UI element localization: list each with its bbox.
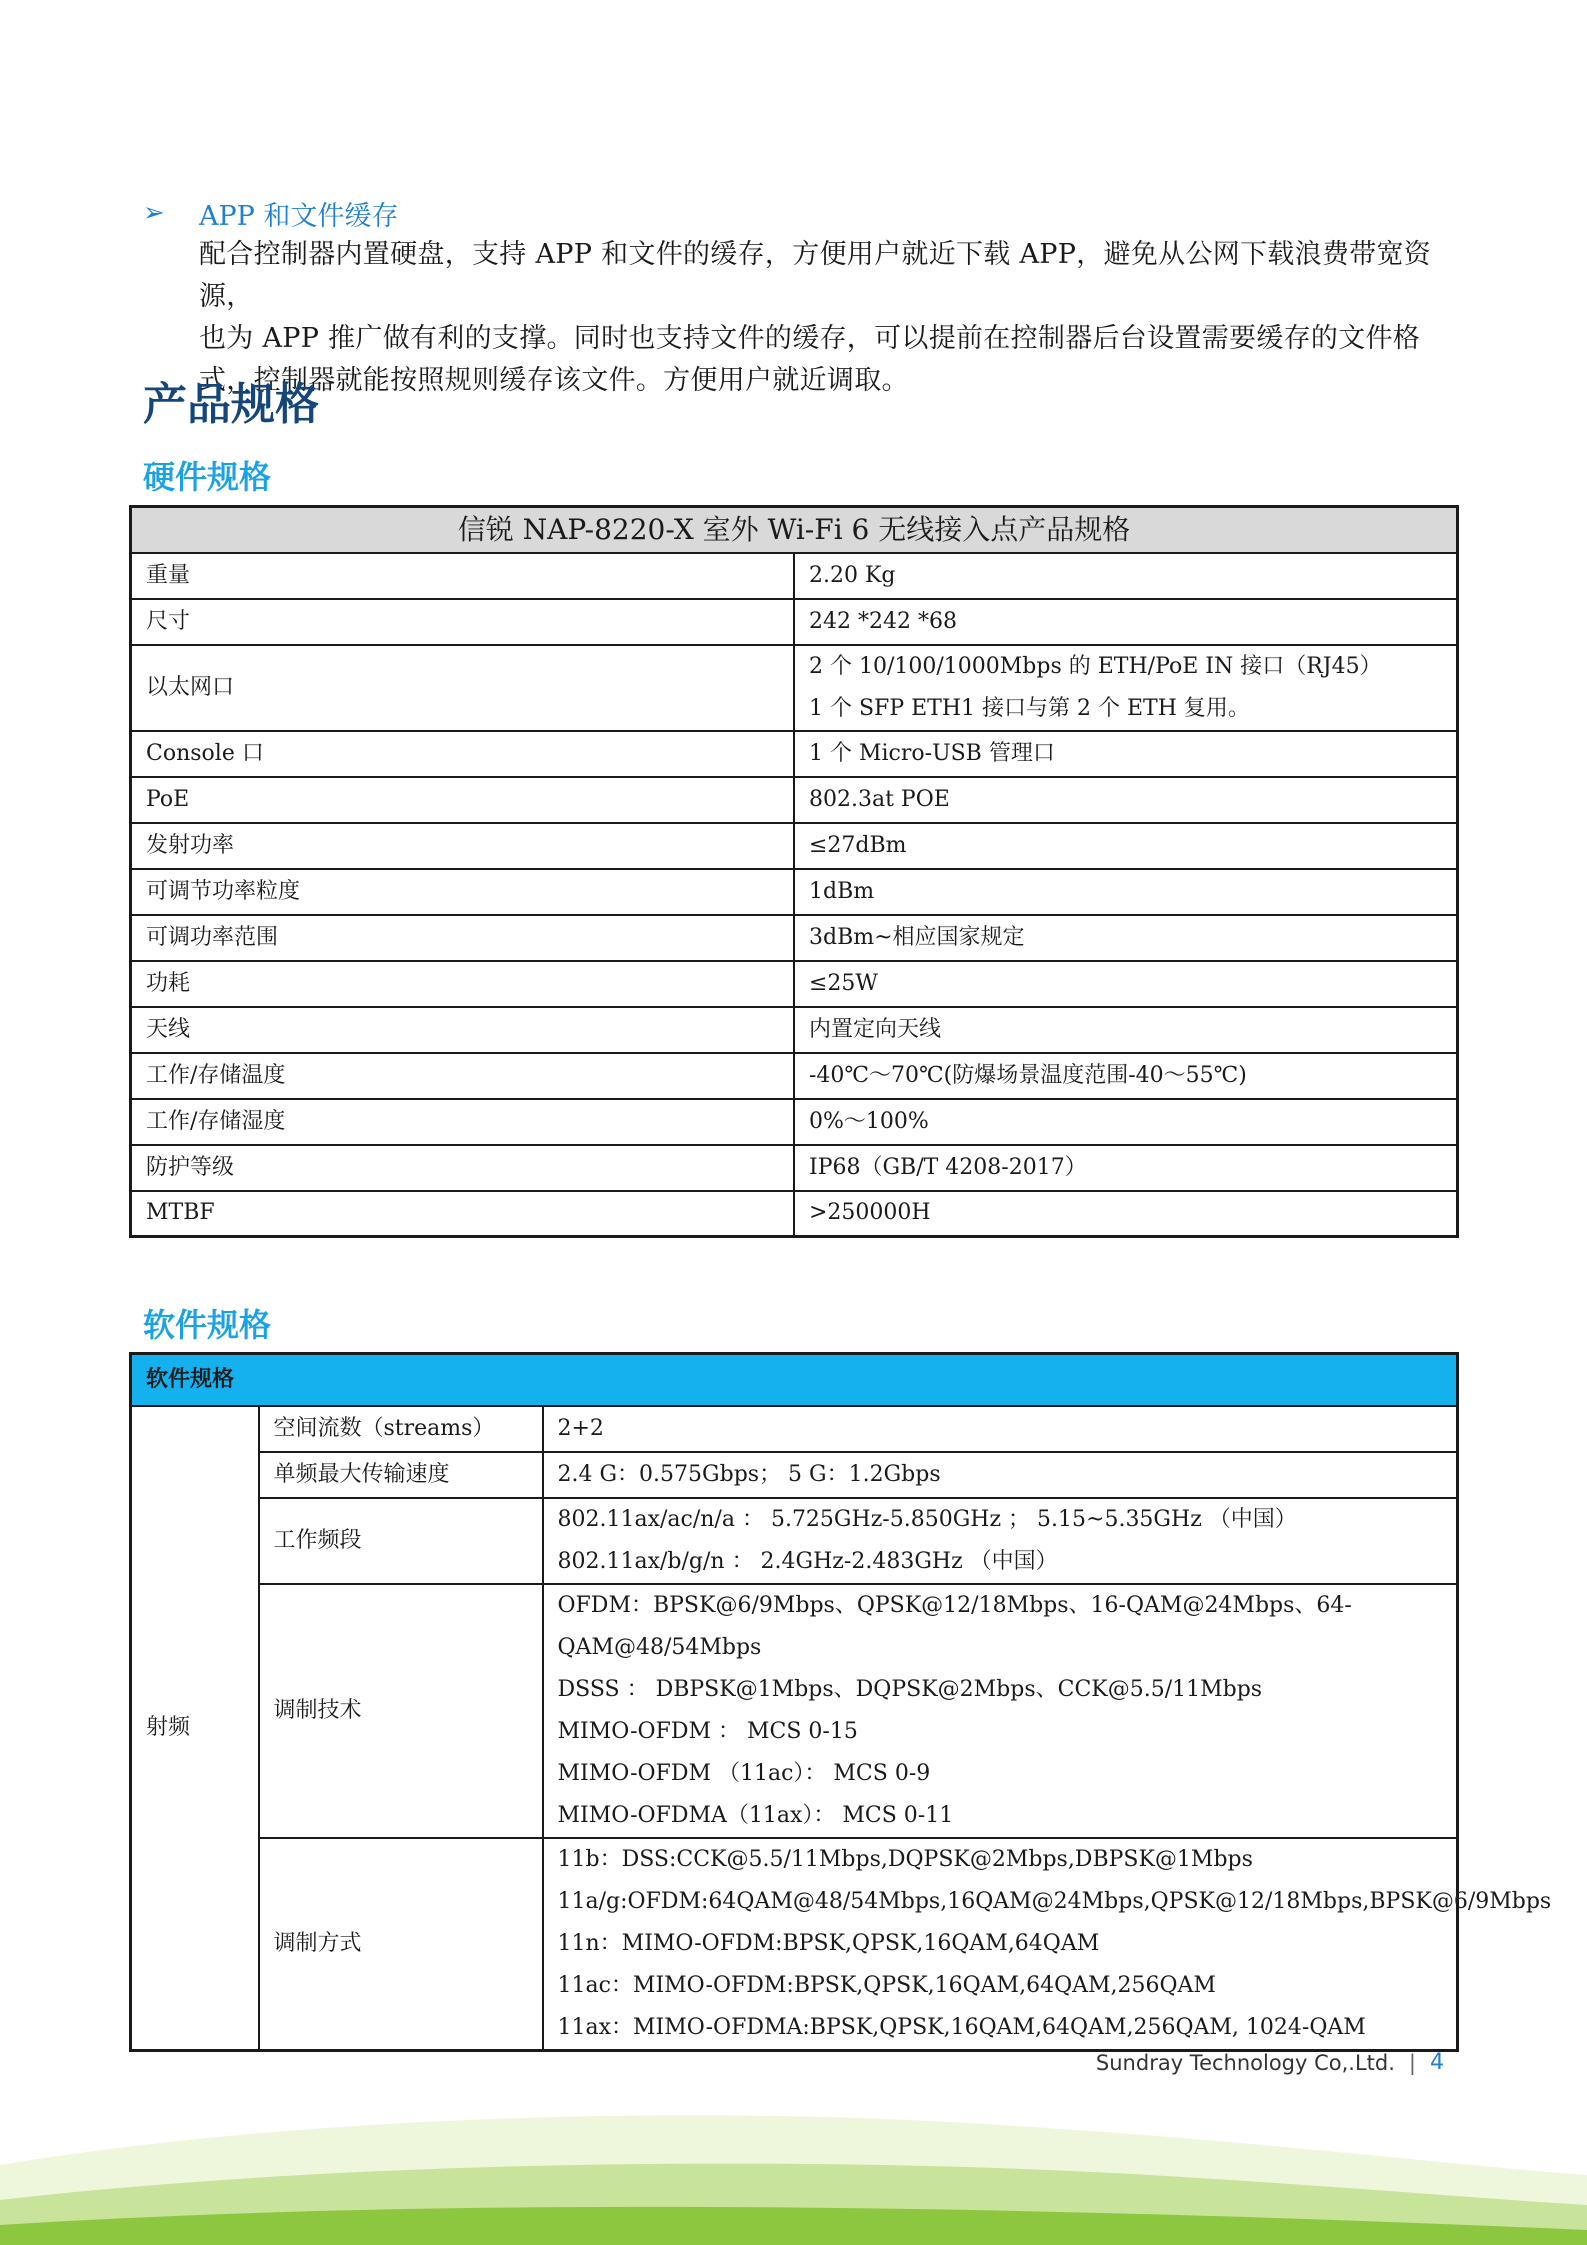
software-spec-table bbox=[129, 1352, 1552, 2052]
bullet-paragraph bbox=[199, 234, 1463, 402]
table-row bbox=[131, 1007, 1458, 1053]
value-line: 1 个 SFP ETH1 接口与第 2 个 ETH 复用。 bbox=[809, 695, 1250, 721]
row-label: 调制方式 bbox=[259, 1838, 543, 2051]
table-row bbox=[131, 961, 1458, 1007]
row-value: 242 *242 *68 bbox=[794, 599, 1458, 645]
table-row bbox=[131, 599, 1458, 645]
table-row bbox=[131, 823, 1458, 869]
row-value: IP68（GB/T 4208-2017） bbox=[794, 1145, 1458, 1191]
table-row bbox=[131, 1053, 1458, 1099]
group-label-rf: 射频 bbox=[131, 1406, 259, 2051]
row-label: 重量 bbox=[131, 553, 795, 599]
footer-separator: | bbox=[1408, 2050, 1416, 2075]
value-line: MIMO-OFDM （11ac）： MCS 0-9 bbox=[557, 1761, 931, 1786]
row-label: PoE bbox=[131, 777, 795, 823]
row-value: >250000H bbox=[794, 1191, 1458, 1237]
row-value bbox=[543, 1584, 1458, 1838]
table-row bbox=[131, 915, 1458, 961]
table-row bbox=[131, 553, 1458, 599]
section-heading-software: 软件规格 bbox=[143, 1306, 272, 1344]
bullet-title: APP 和文件缓存 bbox=[199, 200, 399, 232]
value-line: MIMO-OFDM ： MCS 0-15 bbox=[557, 1719, 858, 1744]
software-table-header: 软件规格 bbox=[131, 1354, 1458, 1407]
row-value bbox=[543, 1498, 1458, 1584]
row-value: ≤27dBm bbox=[794, 823, 1458, 869]
row-value: 802.3at POE bbox=[794, 777, 1458, 823]
app-cache-section bbox=[143, 192, 1463, 402]
paragraph-line: 也为 APP 推广做有利的支撑。同时也支持文件的缓存，可以提前在控制器后台设置需要缓存的文件格 bbox=[199, 323, 1421, 354]
row-value: 1 个 Micro-USB 管理口 bbox=[794, 731, 1458, 777]
row-label: MTBF bbox=[131, 1191, 795, 1237]
paragraph-line: 配合控制器内置硬盘，支持 APP 和文件的缓存，方便用户就近下载 APP，避免从公网下载浪费带宽资源， bbox=[199, 239, 1432, 312]
company-name: Sundray Technology Co,.Ltd. bbox=[1095, 2050, 1395, 2075]
row-label: 工作/存储湿度 bbox=[131, 1099, 795, 1145]
page-number: 4 bbox=[1430, 2050, 1444, 2075]
value-line: DSSS ： DBPSK@1Mbps、DQPSK@2Mbps、CCK@5.5/11Mbps bbox=[557, 1677, 1263, 1702]
row-value: 内置定向天线 bbox=[794, 1007, 1458, 1053]
row-value: 1dBm bbox=[794, 869, 1458, 915]
row-label: 功耗 bbox=[131, 961, 795, 1007]
row-value: 2+2 bbox=[543, 1406, 1458, 1452]
row-label: 可调功率范围 bbox=[131, 915, 795, 961]
row-value bbox=[794, 645, 1458, 731]
hardware-spec-table bbox=[129, 505, 1459, 1238]
value-line: 802.11ax/b/g/n ： 2.4GHz-2.483GHz （中国） bbox=[557, 1549, 1058, 1574]
page-footer bbox=[1096, 2050, 1444, 2075]
table-row bbox=[131, 1191, 1458, 1237]
row-label: 空间流数（streams） bbox=[259, 1406, 543, 1452]
row-value: ≤25W bbox=[794, 961, 1458, 1007]
value-line: 2 个 10/100/1000Mbps 的 ETH/PoE IN 接口（RJ45） bbox=[809, 653, 1382, 679]
row-label: 可调节功率粒度 bbox=[131, 869, 795, 915]
row-value: 3dBm~相应国家规定 bbox=[794, 915, 1458, 961]
hardware-table-title: 信锐 NAP-8220-X 室外 Wi-Fi 6 无线接入点产品规格 bbox=[131, 507, 1458, 553]
row-value bbox=[543, 1838, 1552, 2051]
row-value: 0%～100% bbox=[794, 1099, 1458, 1145]
table-row bbox=[131, 1145, 1458, 1191]
row-label: 尺寸 bbox=[131, 599, 795, 645]
table-row bbox=[131, 1838, 1458, 2051]
table-row bbox=[131, 777, 1458, 823]
row-value: 2.4 G：0.575Gbps； 5 G：1.2Gbps bbox=[543, 1452, 1458, 1498]
value-line: 802.11ax/ac/n/a ： 5.725GHz-5.850GHz ； 5.15~5.35GHz （中国） bbox=[557, 1507, 1297, 1532]
row-label: Console 口 bbox=[131, 731, 795, 777]
row-value: -40℃～70℃(防爆场景温度范围-40～55℃) bbox=[794, 1053, 1458, 1099]
decorative-wave bbox=[0, 2105, 1587, 2245]
row-label: 工作/存储温度 bbox=[131, 1053, 795, 1099]
value-line: MIMO-OFDMA（11ax）： MCS 0-11 bbox=[557, 1803, 954, 1828]
row-value: 2.20 Kg bbox=[794, 553, 1458, 599]
table-row bbox=[131, 731, 1458, 777]
value-line: 11ac：MIMO-OFDM:BPSK,QPSK,16QAM,64QAM,256QAM bbox=[557, 1973, 1216, 1998]
value-line: 11n：MIMO-OFDM:BPSK,QPSK,16QAM,64QAM bbox=[557, 1931, 1100, 1956]
table-row bbox=[131, 1099, 1458, 1145]
section-heading-hardware: 硬件规格 bbox=[143, 458, 272, 496]
table-row bbox=[131, 869, 1458, 915]
value-line: 11a/g:OFDM:64QAM@48/54Mbps,16QAM@24Mbps,QPSK@12/18Mbps,BPSK@6/9Mbps bbox=[557, 1889, 1552, 1914]
table-row bbox=[131, 1452, 1458, 1498]
row-label: 调制技术 bbox=[259, 1584, 543, 1838]
section-heading-product-spec: 产品规格 bbox=[143, 379, 319, 430]
value-line: 11ax：MIMO-OFDMA:BPSK,QPSK,16QAM,64QAM,256QAM, 1024-QAM bbox=[557, 2015, 1366, 2040]
row-label: 以太网口 bbox=[131, 645, 795, 731]
row-label: 发射功率 bbox=[131, 823, 795, 869]
row-label: 天线 bbox=[131, 1007, 795, 1053]
paragraph-line: 式，控制器就能按照规则缓存该文件。方便用户就近调取。 bbox=[199, 365, 909, 396]
value-line: 11b：DSS:CCK@5.5/11Mbps,DQPSK@2Mbps,DBPSK@1Mbps bbox=[557, 1847, 1253, 1872]
row-label: 防护等级 bbox=[131, 1145, 795, 1191]
row-label: 工作频段 bbox=[259, 1498, 543, 1584]
table-row bbox=[131, 645, 1458, 731]
row-label: 单频最大传输速度 bbox=[259, 1452, 543, 1498]
table-row bbox=[131, 1584, 1458, 1838]
arrow-bullet-icon: ➢ bbox=[143, 198, 165, 228]
table-row bbox=[131, 1498, 1458, 1584]
value-line: OFDM：BPSK@6/9Mbps、QPSK@12/18Mbps、16-QAM@24Mbps、64-QAM@48/54Mbps bbox=[557, 1593, 1352, 1660]
table-row bbox=[131, 1406, 1458, 1452]
